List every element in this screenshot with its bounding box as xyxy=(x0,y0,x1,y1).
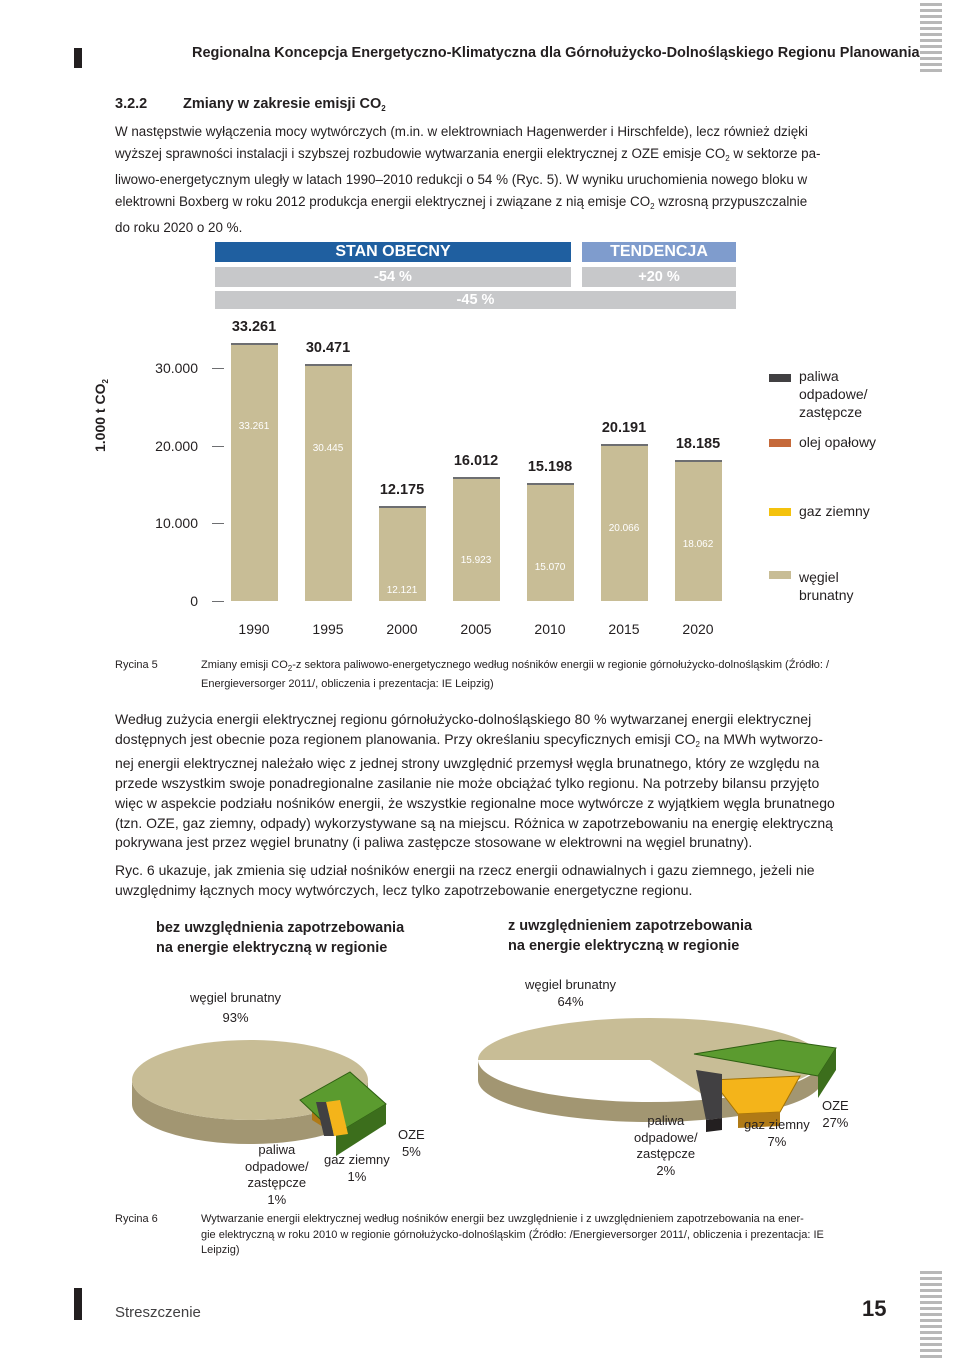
bar-total-label: 12.175 xyxy=(379,482,425,499)
legend-label-heating-oil: olej opałowy xyxy=(799,434,877,450)
change-overall: -45 % xyxy=(215,291,736,309)
pie2-label-waste: paliwa odpadowe/ zastępcze 2% xyxy=(634,1113,698,1178)
bar-lignite-label: 30.445 xyxy=(312,442,344,454)
subscript: 2 xyxy=(381,104,386,113)
y-axis-label: 1.000 t $CO_2$ xyxy=(92,379,110,452)
x-tick-label: 1990 xyxy=(238,621,270,637)
pie2-label-gas: gaz ziemny 7% xyxy=(744,1117,810,1149)
change-current: -54 % xyxy=(215,267,571,287)
figure6-label: Rycina 6 xyxy=(115,1213,158,1225)
pie2-label-lignite: węgiel brunatny 64% xyxy=(525,977,617,1009)
running-header: Regionalna Koncepcja Energetyczno-Klimatyczna dla Górnołużycko-Dolnośląskiego Regionu Planowania xyxy=(192,45,920,61)
bar-total-label: 20.191 xyxy=(601,420,647,437)
bar-lignite-label: 12.121 xyxy=(386,584,418,596)
y-tick-label: 0 xyxy=(190,593,198,609)
pie1 xyxy=(132,1040,386,1156)
change-trend: +20 % xyxy=(582,267,736,287)
paragraph: Według zużycia energii elektrycznej regionu górnołużycko-dolnośląskiego 80 % wytwarzanej energii elektrycznej dostępnych jest obecnie poza regionem planowania. Przy określaniu specyficznych emisji $CO_2$ na MWh wytworzo- nej energii elektrycznej należało więc z jednej strony uwzględnić przemysł węgla brunatnego, który ze względu na przede wszystkim swoje ponadregionalne zasilanie nie może obciążać tylko regionu. Na potrzeby bilansu przyjęto więc w aspekcie podziału nośników energii, że wszystkie regionalne moce wytwórcze z wyjątkiem węgla brunatnego (tzn. OZE, gaz ziemny, odpady) wykorzystywane są na miejscu. Różnica w zapotrzebowaniu na energię elektryczną pokrywana jest przez węgiel brunatny (i paliwa zastępcze stosowane w elektrowni na węgiel brunatny). xyxy=(115,711,835,851)
bar-total-label: 16.012 xyxy=(453,452,499,469)
x-tick-label: 2010 xyxy=(534,621,566,637)
page-edge-ticks-bottom xyxy=(920,1268,942,1358)
bar-lignite-label: 33.261 xyxy=(238,420,270,432)
footer-section: Streszczenie xyxy=(115,1304,201,1321)
pie1-label-lignite: węgiel brunatny 93% xyxy=(190,990,282,1025)
pie2-title: z uwzględnieniem zapotrzebowania na energie elektryczną w regionie xyxy=(508,918,753,954)
figure5-caption: Zmiany emisji $CO_2-z$ sektora paliwowo-energetycznego według nośników energii w regionie górnołużycko-dolnośląskim (Źródło: / Energieversorger 2011/, obliczenia i prezentacja: IE Leipzig) xyxy=(201,659,830,690)
bar-lignite-label: 20.066 xyxy=(608,523,640,535)
banner-current-state: STAN OBECNY xyxy=(215,242,571,262)
section-title: Zmiany w zakresie emisji CO xyxy=(183,96,382,112)
pie2-label-renewables: OZE 27% xyxy=(822,1098,849,1130)
bar-lignite-label: 15.923 xyxy=(460,555,492,567)
bar-total-label: 30.471 xyxy=(305,340,351,357)
paragraph: Ryc. 6 ukazuje, jak zmienia się udział nośników energii na rzecz energii odnawialnych i gazu ziemnego, jeżeli nie uwzględnimy łącznych mocy wytwórczych, lecz tylko zapotrzebowanie energetyczne regionu. xyxy=(115,861,815,898)
bar-total-label: 33.261 xyxy=(231,318,277,335)
bar-total-label: 18.185 xyxy=(675,435,721,452)
page-number: 15 xyxy=(862,1296,887,1321)
x-tick-label: 2020 xyxy=(682,621,714,637)
legend-label-natural-gas: gaz ziemny xyxy=(799,503,870,519)
pie1-label-waste: paliwa odpadowe/ zastępcze 1% xyxy=(245,1142,309,1207)
legend-label-waste-fuels: paliwa odpadowe/ zastępcze xyxy=(799,368,868,420)
y-tick-label: 20.000 xyxy=(155,437,198,454)
footer-marker xyxy=(74,1288,82,1320)
x-tick-label: 2005 xyxy=(460,621,492,637)
bar-lignite-label: 18.062 xyxy=(682,538,714,550)
section-number: 3.2.2 xyxy=(115,96,148,112)
x-tick-label: 2000 xyxy=(386,621,418,637)
banner-trend: TENDENCJA xyxy=(582,242,736,262)
figure6-caption: Wytwarzanie energii elektrycznej według nośników energii bez uwzględnienie i z uwzględnieniem zapotrzebowania na ener- gie elektryczną w roku 2010 w regionie górnołużycko-dolnośląskim (Źródło: /Energieversorger 2011/, obliczenia i prezentacja: IE Leipzig) xyxy=(201,1213,824,1256)
legend-label-lignite: węgiel brunatny xyxy=(799,569,854,603)
y-tick-label: 30.000 xyxy=(155,360,198,376)
x-tick-label: 2015 xyxy=(608,621,640,637)
bar-total-label: 15.198 xyxy=(527,458,573,475)
x-tick-label: 1995 xyxy=(312,621,344,637)
figure5-label: Rycina 5 xyxy=(115,659,158,671)
pie1-title: bez uwzględnienia zapotrzebowania na energie elektryczną w regionie xyxy=(156,920,405,956)
text-line: elektrowni Boxberg w roku 2012 produkcja energii elektrycznej i związane z nią emisje $CO_2$ wzrosną przypuszczalnie xyxy=(115,193,808,211)
bar-lignite-label: 15.070 xyxy=(534,561,566,573)
text-line: wyższej sprawności instalacji i szybszej rozbudowie wytwarzania energii elektrycznej z OZE emisje $CO_2$ w sektorze pa- xyxy=(115,145,821,163)
pie1-label-gas: gaz ziemny 1% xyxy=(324,1152,390,1184)
y-tick-label: 10.000 xyxy=(155,515,198,532)
text-line: do roku 2020 o 20 %. xyxy=(115,220,243,235)
text-line: liwowo-energetycznym uległy w latach 1990–2010 redukcji o 54 % (Ryc. 5). W wyniku uruchomienia nowego bloku w xyxy=(115,172,808,187)
text-line: W następstwie wyłączenia mocy wytwórczych (m.in. w elektrowniach Hagenwerder i Hirschfelde), lecz również dzięki xyxy=(115,124,808,139)
pie1-label-renewables: OZE 5% xyxy=(398,1127,425,1159)
